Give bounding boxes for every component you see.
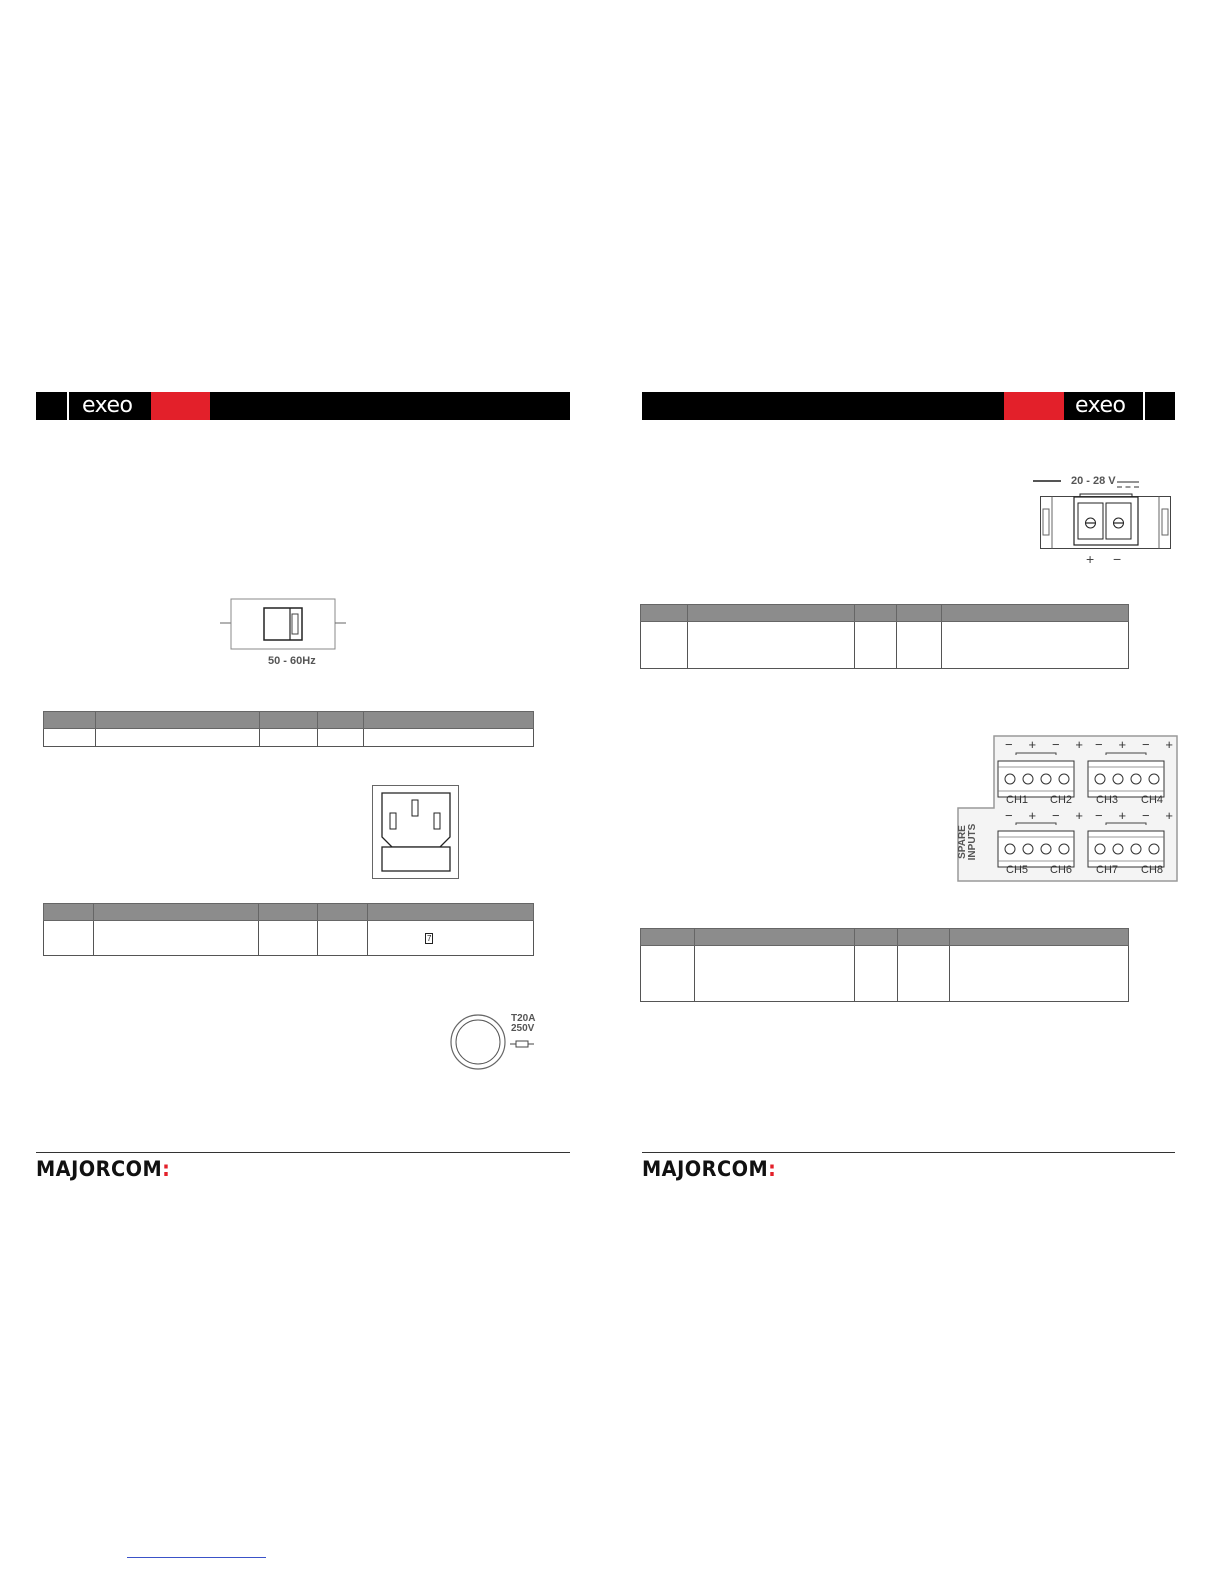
- majorcom-logo-left: MAJORCOM:: [36, 1157, 171, 1181]
- fuse-rating: T20A: [511, 1013, 536, 1024]
- table-header-row: [641, 929, 1129, 946]
- dc-terminal-diagram: [1040, 493, 1172, 549]
- channel-label: CH4: [1141, 794, 1164, 806]
- fuse-voltage: 250V: [511, 1023, 535, 1034]
- link-underline[interactable]: [127, 1557, 266, 1558]
- right-footer-rule: [642, 1152, 1175, 1153]
- channel-label: CH2: [1050, 794, 1073, 806]
- table-header-row: [641, 605, 1129, 622]
- polarity-labels-bottom-left: − + − +: [1005, 808, 1083, 823]
- polarity-labels-top-right: − + − +: [1095, 737, 1173, 752]
- channel-label: CH5: [1006, 864, 1029, 876]
- table-header-row: [44, 712, 534, 729]
- fuse-symbol-icon: [510, 1036, 534, 1046]
- dc-symbol-right: [1117, 476, 1139, 484]
- channel-label: CH8: [1141, 864, 1164, 876]
- spec-table-spare: [640, 928, 1129, 1002]
- missing-glyph-icon: 7: [427, 934, 432, 943]
- table-header-row: [44, 904, 534, 921]
- exeo-logo: exeo: [1075, 393, 1126, 418]
- dc-symbol-left: [1033, 480, 1061, 482]
- dc-minus-label: −: [1113, 551, 1122, 567]
- spec-table-dc: [640, 604, 1129, 669]
- iec-inlet-diagram: [372, 785, 460, 880]
- spec-table-power: [43, 711, 534, 747]
- table-row: [641, 946, 1129, 1002]
- fuse-holder-diagram: [448, 1012, 508, 1072]
- dc-plus-label: +: [1086, 551, 1095, 567]
- channel-label: CH7: [1096, 864, 1119, 876]
- channel-label: CH3: [1096, 794, 1119, 806]
- spec-table-mains: [43, 903, 534, 956]
- frequency-label: 50 - 60Hz: [268, 655, 316, 667]
- table-row: [44, 921, 534, 956]
- majorcom-logo-right: MAJORCOM:: [642, 1157, 777, 1181]
- table-row: [44, 729, 534, 747]
- channel-label: CH1: [1006, 794, 1029, 806]
- left-footer-rule: [36, 1152, 570, 1153]
- spare-inputs-title: SPARE INPUTS: [957, 823, 978, 861]
- table-row: [641, 622, 1129, 669]
- exeo-logo: exeo: [82, 393, 133, 418]
- polarity-labels-top-left: − + − +: [1005, 737, 1083, 752]
- dc-voltage-label: 20 - 28 V: [1071, 475, 1116, 487]
- channel-label: CH6: [1050, 864, 1073, 876]
- polarity-labels-bottom-right: − + − +: [1095, 808, 1173, 823]
